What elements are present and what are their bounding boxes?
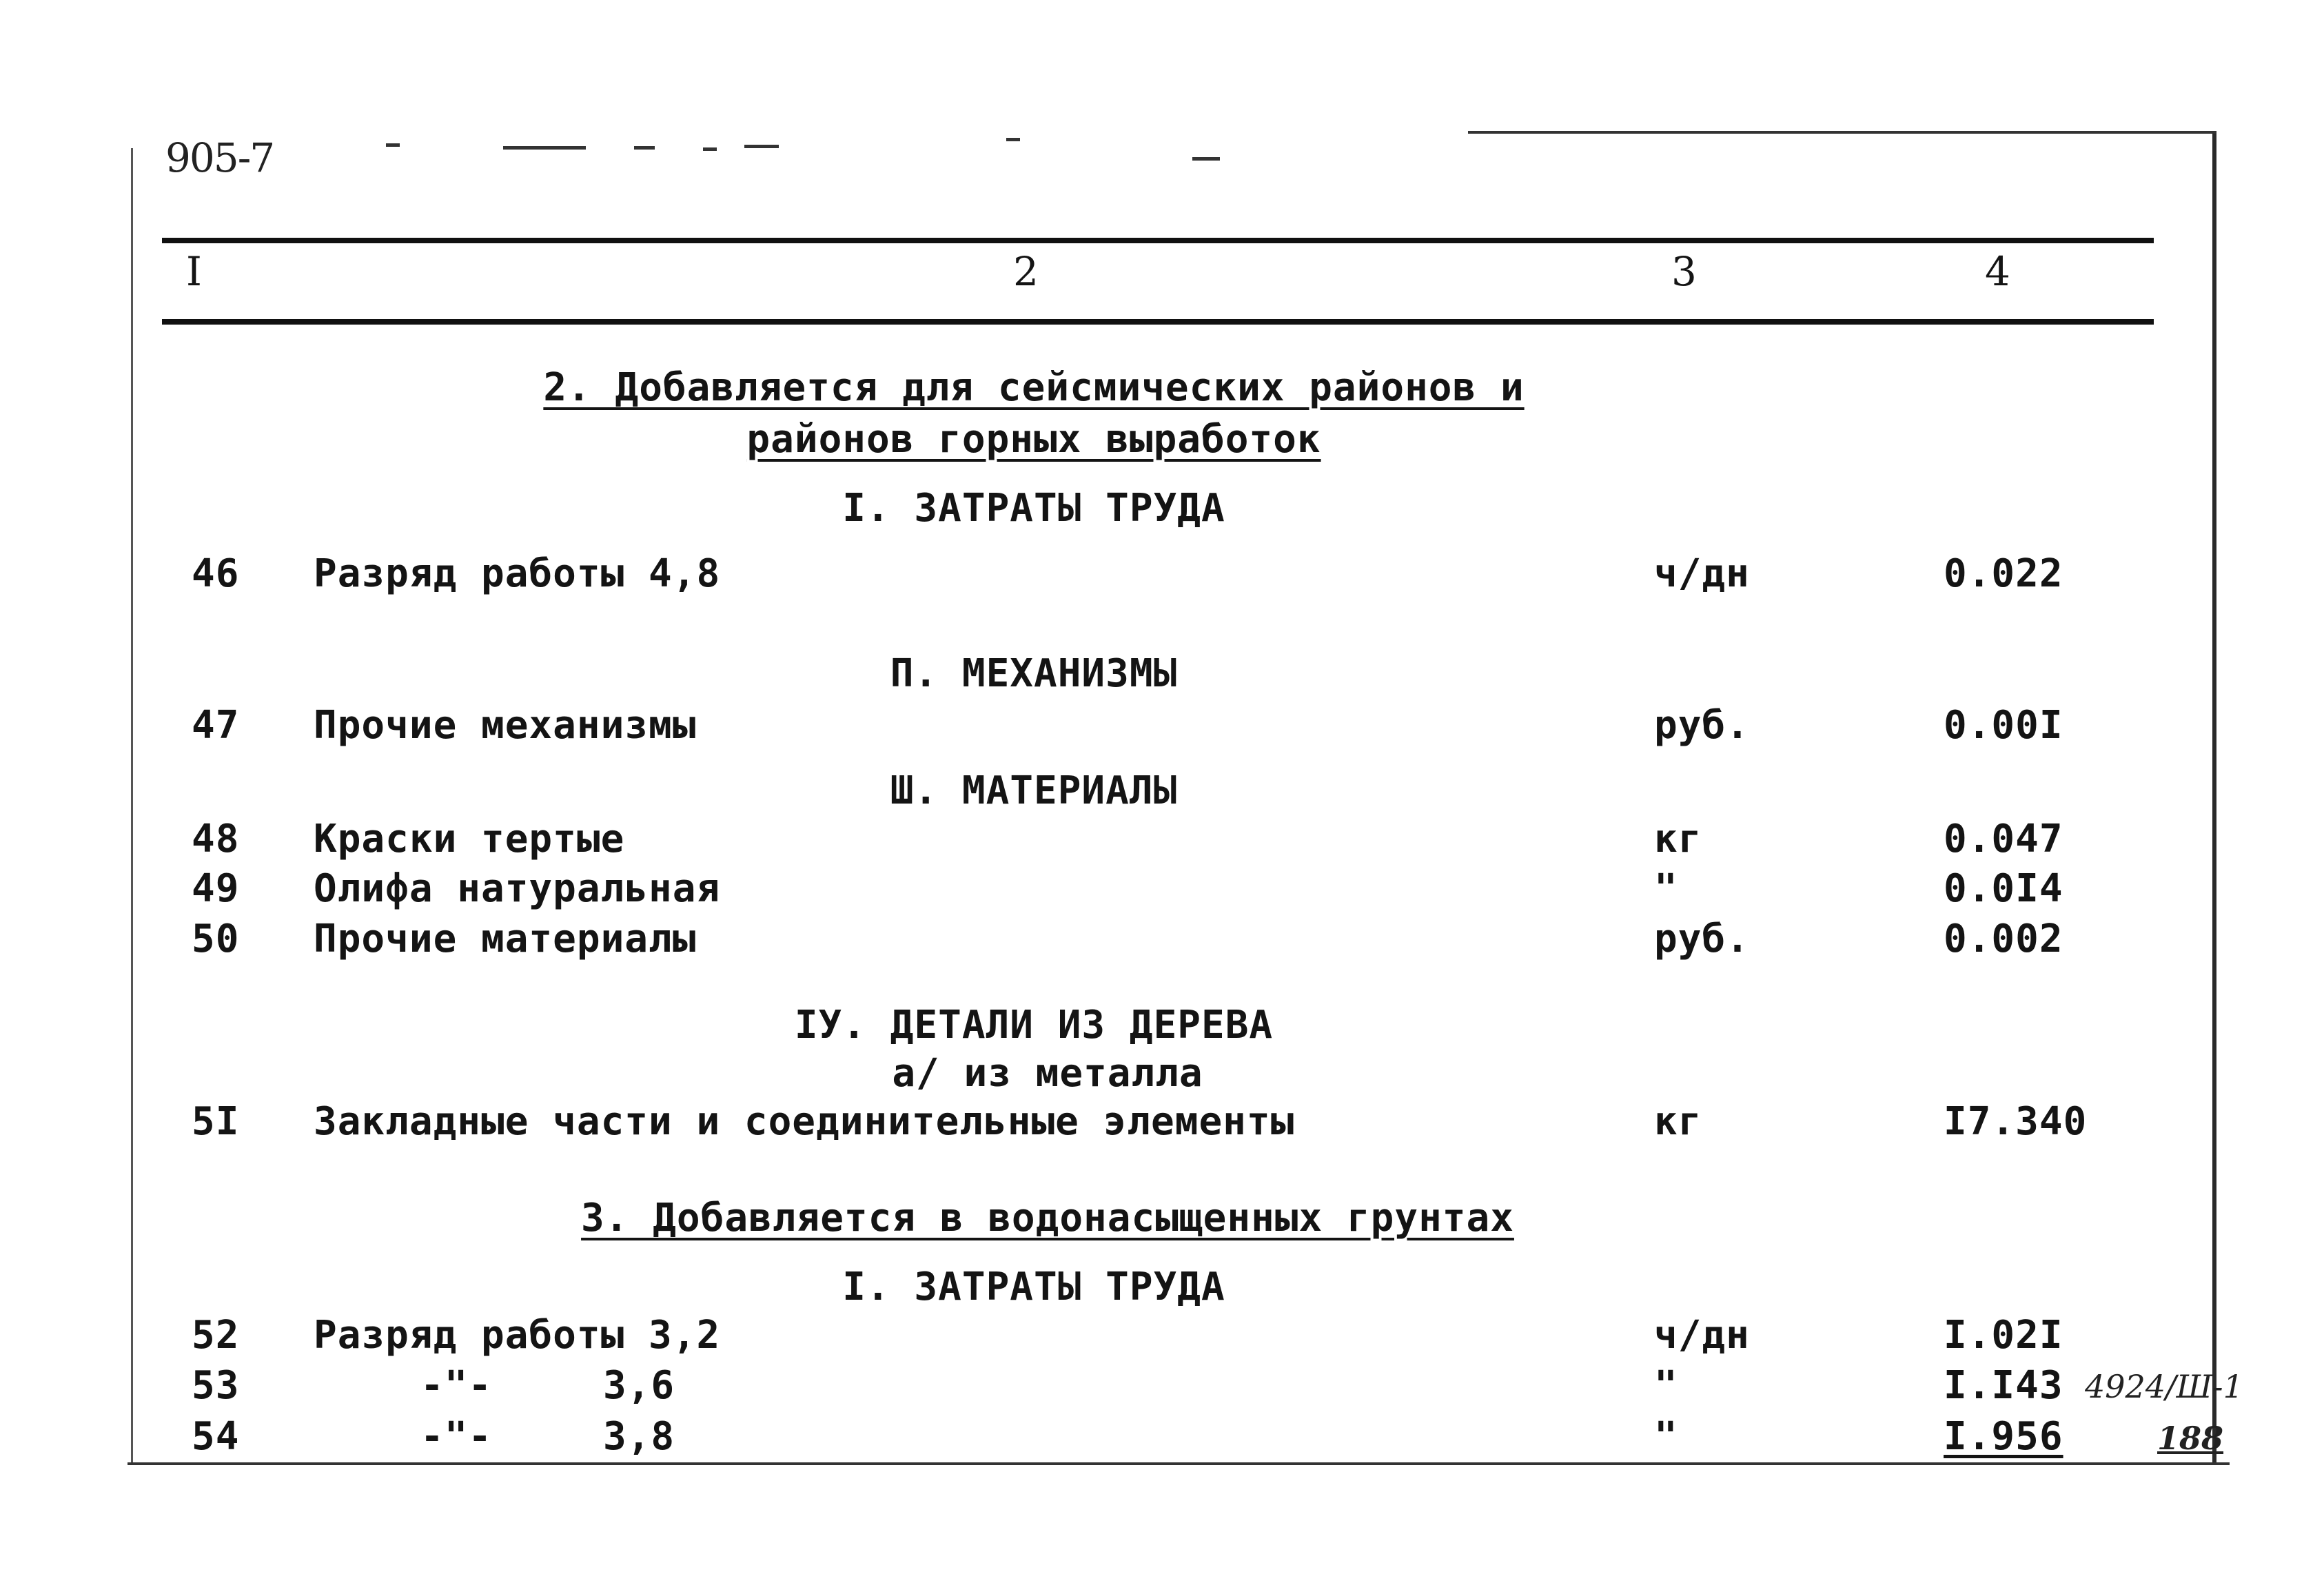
table-row (0, 1414, 2324, 1462)
row-number: 49 (192, 866, 240, 911)
margin-note: 4924/Ш-1 (2085, 1368, 2243, 1405)
row-value: I.I43 (1944, 1363, 2063, 1408)
section-2-materials-heading: Ш. МАТЕРИАЛЫ (890, 768, 1178, 813)
row-unit: " (1654, 866, 1678, 911)
row-number: 5I (192, 1099, 240, 1144)
row-number: 46 (192, 551, 240, 596)
row-value: I.02I (1944, 1313, 2063, 1358)
row-unit: ч/дн (1654, 1313, 1750, 1358)
row-value: I.956 (1944, 1414, 2063, 1459)
row-unit: кг (1654, 1099, 1702, 1144)
row-unit: руб. (1654, 703, 1750, 748)
column-number-4: 4 (1985, 248, 2010, 295)
row-value: 0.002 (1944, 917, 2063, 961)
row-grade: 3,8 (603, 1414, 675, 1459)
row-value: 0.022 (1944, 551, 2063, 596)
row-number: 50 (192, 917, 240, 961)
column-number-1: I (186, 248, 202, 295)
row-unit: " (1654, 1363, 1678, 1408)
table-row (0, 1313, 2324, 1361)
section-3-title: 3. Добавляется в водонасыщенных грунтах (581, 1196, 1514, 1240)
row-value: 0.00I (1944, 703, 2063, 748)
row-unit: кг (1654, 817, 1702, 861)
row-number: 52 (192, 1313, 240, 1358)
row-name: Закладные части и соединительные элементы (314, 1099, 1295, 1144)
scan-dash-marks (386, 138, 1247, 165)
row-number: 53 (192, 1363, 240, 1408)
page-number: 188 (2157, 1420, 2224, 1457)
row-unit: " (1654, 1414, 1678, 1459)
row-name: Разряд работы 4,8 (314, 551, 721, 596)
section-3-labor-heading: I. ЗАТРАТЫ ТРУДА (842, 1265, 1225, 1309)
section-2-mech-heading: П. МЕХАНИЗМЫ (890, 651, 1178, 696)
table-row (0, 817, 2324, 865)
row-name: Разряд работы 3,2 (314, 1313, 721, 1358)
row-unit: ч/дн (1654, 551, 1750, 596)
header-top-rule (162, 238, 2154, 243)
frame-top-border (1468, 131, 2216, 134)
row-number: 48 (192, 817, 240, 861)
table-row (0, 1099, 2324, 1147)
section-2-labor-heading: I. ЗАТРАТЫ ТРУДА (842, 486, 1225, 531)
table-row (0, 551, 2324, 600)
section-2-metal-subheading: а/ из металла (892, 1051, 1203, 1096)
table-row (0, 703, 2324, 751)
table-row (0, 866, 2324, 914)
row-name: Прочие механизмы (314, 703, 697, 748)
frame-right-border (2212, 131, 2216, 1464)
column-number-3: 3 (1671, 248, 1697, 295)
ditto-mark: -"- (420, 1414, 493, 1459)
frame-bottom-border (128, 1462, 2230, 1465)
header-bottom-rule (162, 319, 2154, 325)
row-number: 54 (192, 1414, 240, 1459)
section-2-wood-heading: IУ. ДЕТАЛИ ИЗ ДЕРЕВА (794, 1003, 1274, 1048)
row-name: Олифа натуральная (314, 866, 721, 911)
row-name: Прочие материалы (314, 917, 697, 961)
row-value: 0.0I4 (1944, 866, 2063, 911)
table-row (0, 917, 2324, 965)
ditto-mark: -"- (420, 1363, 493, 1408)
document-code: 905-7 (165, 134, 274, 181)
row-name: Краски тертые (314, 817, 625, 861)
row-unit: руб. (1654, 917, 1750, 961)
section-2-title-line2: районов горных выработок (746, 417, 1321, 462)
table-row (0, 1363, 2324, 1411)
row-value: I7.340 (1944, 1099, 2088, 1144)
column-number-2: 2 (1013, 248, 1039, 295)
row-value: 0.047 (1944, 817, 2063, 861)
section-2-title-line1: 2. Добавляется для сейсмических районов и (543, 365, 1525, 410)
row-number: 47 (192, 703, 240, 748)
row-grade: 3,6 (603, 1363, 675, 1408)
